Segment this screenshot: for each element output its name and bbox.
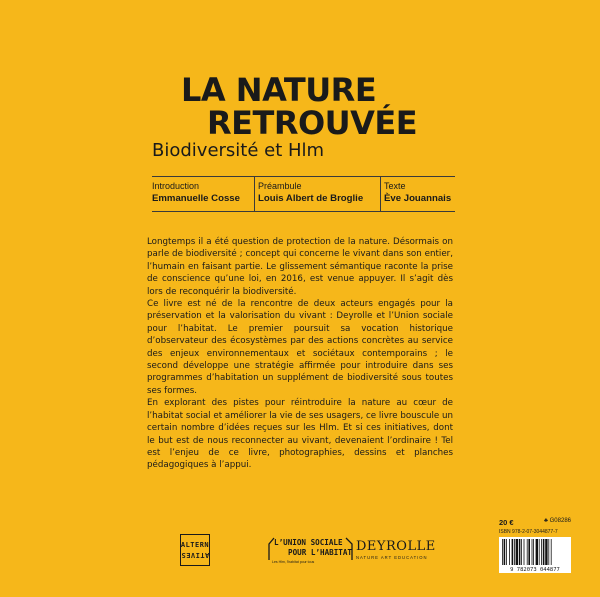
blurb-paragraph-2: Ce livre est né de la rencontre de deux acteurs engagés pour la préservation et la valorisation du vivant : Deyrolle et l’Union sociale pour l’habitat. Le premier poursuit sa vocation historique d’observateur des écosystèmes par des actions concrètes au service des enjeux environnementaux et sociétaux contemporains ; le second développe une stratégie affirmée pour introduire dans ses programmes d’habitation un supplément de biodiversité sous toutes ses formes. bbox=[147, 299, 453, 396]
barcode-digits: 9 782073 044877 bbox=[499, 567, 571, 573]
alternatives-logo bbox=[180, 534, 210, 566]
isbn-number: ISBN 978-2-07-3044877-7 bbox=[499, 529, 558, 535]
alternatives-logo-top: ALTERN bbox=[180, 541, 210, 549]
product-code bbox=[544, 518, 571, 524]
credit-name: Emmanuelle Cosse bbox=[152, 193, 240, 204]
title-line-1: LA NATURE bbox=[181, 71, 377, 109]
book-title bbox=[181, 71, 418, 142]
credit-role: Texte bbox=[384, 181, 406, 191]
barcode-bars bbox=[502, 539, 568, 565]
credit-name: Ève Jouannais bbox=[384, 193, 452, 204]
credit-name: Louis Albert de Broglie bbox=[258, 193, 364, 204]
credit-preamble bbox=[254, 177, 380, 211]
price: 20 € bbox=[499, 518, 514, 527]
barcode bbox=[499, 537, 571, 573]
deyrolle-tagline: NATURE ART EDUCATION bbox=[356, 555, 428, 560]
ush-line-1: L’UNION SOCIALE bbox=[274, 538, 343, 547]
deyrolle-brand: DEYROLLE bbox=[356, 539, 436, 554]
publisher-emblem-icon: ♣ bbox=[544, 518, 548, 524]
blurb bbox=[147, 236, 453, 472]
blurb-paragraph-3: En explorant des pistes pour réintroduire la nature au cœur de l’habitat social et améliorer la vie de ses usagers, ce livre bouscule un certain nombre d’idées reçues sur les Hlm. Et si ces initiatives, dont le but est de nous reconnecter au vivant, devenaient l’ordinaire ! Tel est l’enjeu de ce livre, photographies, dessins et planches pédagogiques à l’appui. bbox=[147, 398, 453, 471]
deyrolle-logo bbox=[356, 539, 436, 560]
credit-text bbox=[380, 177, 455, 211]
union-sociale-habitat-logo bbox=[266, 536, 356, 566]
alternatives-logo-bottom: ATIVES bbox=[180, 551, 210, 559]
title-line-2: RETROUVÉE bbox=[207, 104, 418, 142]
isbn-block bbox=[499, 518, 571, 573]
ush-line-2: POUR L’HABITAT bbox=[288, 548, 353, 557]
book-subtitle: Biodiversité et Hlm bbox=[152, 140, 325, 161]
blurb-paragraph-1: Longtemps il a été question de protection de la nature. Désormais on parle de biodiversité ; concept qui concerne le vivant dans son entier, l’humain en faisant partie. Le glissement sémantique raconte la prise de conscience qu’une loi, en 2016, est venue appuyer. Il s’agit dès lors de reconquérir la biodiversité. bbox=[147, 237, 453, 297]
product-code-text: G08286 bbox=[549, 518, 571, 524]
credits-bar bbox=[152, 176, 455, 212]
credit-introduction bbox=[152, 177, 254, 211]
credit-role: Introduction bbox=[152, 181, 200, 191]
ush-tagline: Les Hlm, l'habitat pour tous bbox=[272, 560, 315, 564]
credit-role: Préambule bbox=[258, 181, 302, 191]
